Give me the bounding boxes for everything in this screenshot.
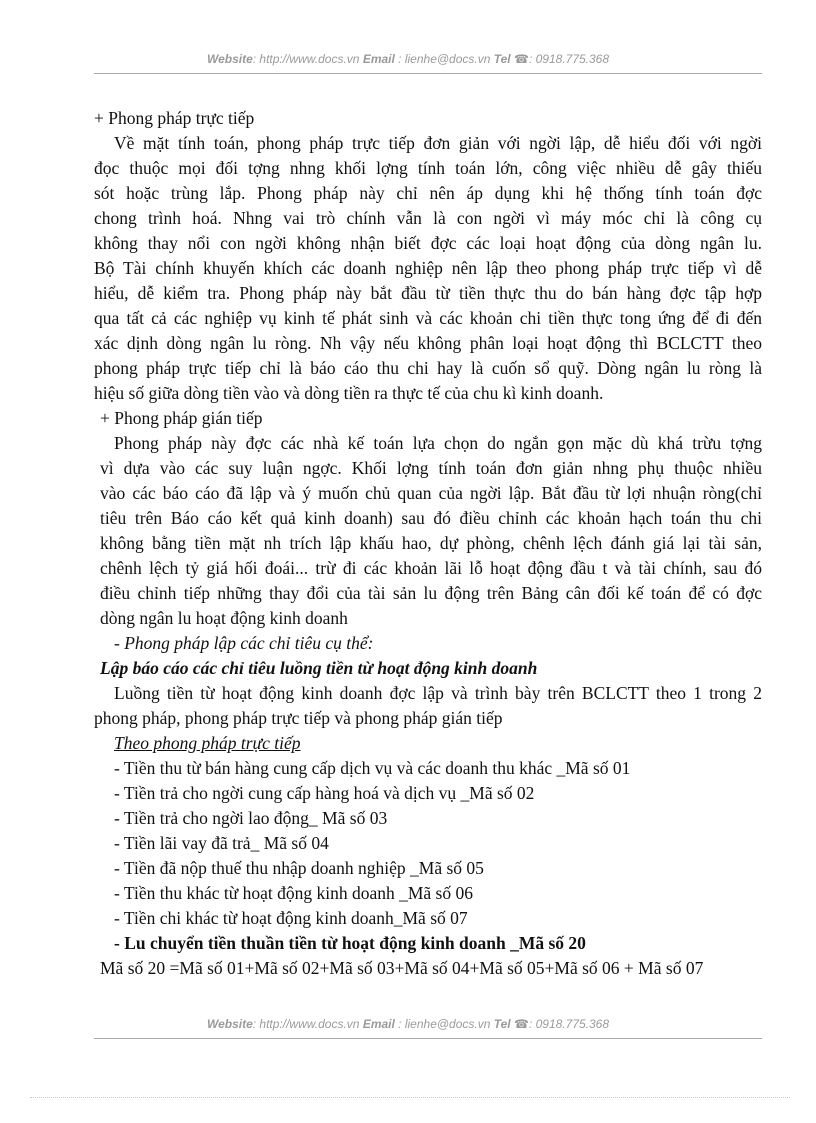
paragraph-line: sót hoặc trùng lắp. Phong pháp này chỉ nên áp dụng khi hệ thống tính toán đợc [94, 183, 762, 203]
list-item: - Tiền thu từ bán hàng cung cấp dịch vụ và các doanh thu khác _Mã số 01 [114, 758, 631, 778]
list-item-total: - Lu chuyển tiền thuần tiền từ hoạt động kinh doanh _Mã số 20 [114, 933, 586, 953]
heading-direct-method: + Phong pháp trực tiếp [94, 108, 255, 128]
paragraph-line: chênh lệch tỷ giá hối đoái... trừ đi các khoản lãi lỗ hoạt động đầu t và tài chính, sau đó [100, 558, 762, 578]
list-item: - Tiền chi khác từ hoạt động kinh doanh_Mã số 07 [114, 908, 468, 928]
list-item: - Tiền đã nộp thuế thu nhập doanh nghiệp _Mã số 05 [114, 858, 484, 878]
paragraph-line: vì dựa vào các suy luận ngợc. Khối lợng tính toán đơn giản nhng phụ thuộc nhiều [100, 458, 762, 478]
header-tel-label: Tel [493, 52, 511, 66]
paragraph-line: xác dịnh dòng ngân lu ròng. Nh vậy nếu không phân loại hoạt động thì BCLCTT theo [94, 333, 762, 353]
subheading-direct-method: Theo phong pháp trực tiếp [114, 733, 301, 753]
footer-rule [94, 1038, 762, 1039]
footer-email-label: Email [362, 1017, 395, 1031]
footer-email-value[interactable]: : lienhe@docs.vn [398, 1017, 491, 1031]
list-item: - Tiền thu khác từ hoạt động kinh doanh _Mã số 06 [114, 883, 473, 903]
formula-line: Mã số 20 =Mã số 01+Mã số 02+Mã số 03+Mã số 04+Mã số 05+Mã số 06 + Mã số 07 [100, 958, 704, 978]
header-email-value[interactable]: : lienhe@docs.vn [398, 52, 491, 66]
list-item: - Tiền trả cho ngời lao động_ Mã số 03 [114, 808, 388, 828]
footer-website-label: Website [206, 1017, 253, 1031]
header-website-label: Website [206, 52, 253, 66]
phone-icon: ☎ [514, 1017, 529, 1031]
subheading-specific-items: - Phong pháp lập các chỉ tiêu cụ thể: [114, 633, 374, 653]
page-footer [0, 1017, 816, 1031]
paragraph-line: không thay nổi con ngời không nhận biết đợc các loại hoạt động của dòng ngân lu. [94, 233, 762, 253]
document-body [94, 106, 762, 981]
list-item: - Tiền trả cho ngời cung cấp hàng hoá và dịch vụ _Mã số 02 [114, 783, 535, 803]
paragraph-line: Về mặt tính toán, phong pháp trực tiếp đơn giản với ngời lập, dễ hiểu đối với ngời [114, 133, 762, 153]
paragraph-line: không bằng tiền mặt nh trích lập khấu hao, dự phòng, chênh lệch đánh giá lại tài sản, [100, 533, 762, 553]
header-email-label: Email [362, 52, 395, 66]
paragraph-line: điều chỉnh tiếp những thay đổi của tài sản lu động trên Bảng cân đối kế toán để có đợc [100, 583, 762, 603]
paragraph-line: phong pháp trực tiếp chỉ là báo cáo thu chi hay là cuốn sổ quỹ. Dòng ngân lu ròng là [94, 358, 762, 378]
paragraph-line: tiêu trên Báo cáo kết quả kinh doanh) sau đó điều chỉnh các khoản hạch toán thu chi [100, 508, 762, 528]
paragraph-line: hiểu, dễ kiểm tra. Phong pháp này bắt đầu từ tiền thực thu do bán hàng đợc tập hợp [94, 283, 762, 303]
footer-website-url[interactable]: : http://www.docs.vn [252, 1017, 360, 1031]
paragraph-line: đọc thuộc mọi đối tợng nhng khối lợng tính toán lớn, công việc nhiều dễ gây thiếu [94, 158, 762, 178]
header-tel-value: : 0918.775.368 [528, 52, 610, 66]
heading-indirect-method: + Phong pháp gián tiếp [100, 408, 263, 428]
section-title: Lập báo cáo các chỉ tiêu luồng tiền từ hoạt động kinh doanh [100, 658, 538, 678]
header-rule [94, 73, 762, 74]
list-item: - Tiền lãi vay đã trả_ Mã số 04 [114, 833, 329, 853]
header-website-url[interactable]: : http://www.docs.vn [252, 52, 360, 66]
paragraph-line: hiệu số giữa dòng tiền vào và dòng tiền ra thực tế của chu kì kinh doanh. [94, 383, 604, 403]
footer-tel-label: Tel [493, 1017, 511, 1031]
paragraph-line: dòng ngân lu hoạt động kinh doanh [100, 608, 348, 628]
page-edge-dotted-line [30, 1097, 790, 1098]
paragraph-line: vào các báo cáo đã lập và ý muốn chủ quan của ngời lập. Bắt đầu từ lợi nhuận ròng(chỉ [100, 483, 762, 503]
footer-tel-value: : 0918.775.368 [528, 1017, 610, 1031]
paragraph-line: Luồng tiền từ hoạt động kinh doanh đợc lập và trình bày trên BCLCTT theo 1 trong 2 [114, 683, 762, 703]
paragraph-line: Phong pháp này đợc các nhà kế toán lựa chọn do ngắn gọn mặc dù khá trừu tợng [114, 433, 762, 453]
paragraph-line: Bộ Tài chính khuyến khích các doanh nghiệp nên lập theo phong pháp trực tiếp vì dễ [94, 258, 762, 278]
paragraph-line: qua tất cả các nghiệp vụ kinh tế phát sinh và các khoản chi tiền thực tong ứng để đi đến [94, 308, 762, 328]
page-header [0, 52, 816, 66]
phone-icon: ☎ [514, 52, 529, 66]
paragraph-line: chong trình hoá. Nhng vai trò chính vẫn là con ngời vì máy móc chỉ là công cụ [94, 208, 762, 228]
paragraph-line: phong pháp, phong pháp trực tiếp và phong pháp gián tiếp [94, 708, 503, 728]
